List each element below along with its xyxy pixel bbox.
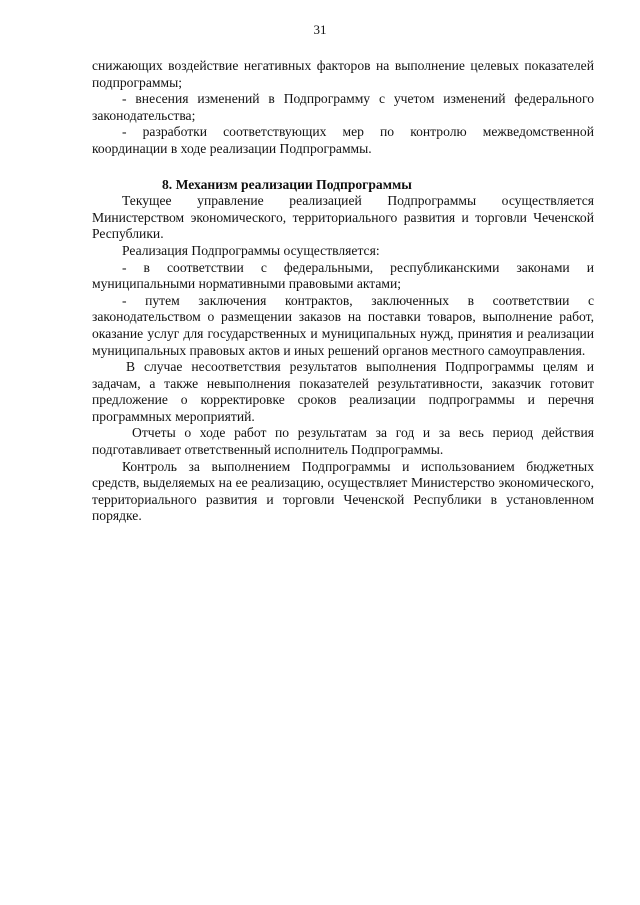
paragraph-control: Контроль за выполнением Подпрограммы и использованием бюджетных средств, выделяемых на ее реализацию, осуществляет Министерство экономического, территориального развития и торговли Чеченской Республики в установленном порядке. xyxy=(92,458,594,524)
list-item-control-measures: - разработки соответствующих мер по контролю межведомственной координации в ходе реализации Подпрограммы. xyxy=(92,124,594,156)
paragraph-implementation-intro: Реализация Подпрограммы осуществляется: xyxy=(122,242,380,258)
paragraph-current-management: Текущее управление реализацией Подпрограммы осуществляется Министерством экономического, территориального развития и торговли Чеченской Республики. xyxy=(92,193,594,242)
list-item-amendments: - внесения изменений в Подпрограмму с учетом изменений федерального законодательства; xyxy=(92,91,594,123)
paragraph-continuation: снижающих воздействие негативных факторов на выполнение целевых показателей подпрограммы; xyxy=(92,58,594,90)
list-item-laws: - в соответствии с федеральными, республиканскими законами и муниципальными нормативными правовыми актами; xyxy=(92,259,594,292)
list-item-contracts: - путем заключения контрактов, заключенных в соответствии с законодательством о размещении заказов на поставки товаров, выполнение работ, оказание услуг для государственных и муниципальных нужд, принятия и реализации муниципальных правовых актов и иных решений органов местного самоуправления. xyxy=(92,292,594,358)
paragraph-reports: Отчеты о ходе работ по результатам за год и за весь период действия подготавливает ответственный исполнитель Подпрограммы. xyxy=(92,425,594,458)
section-heading: 8. Механизм реализации Подпрограммы xyxy=(162,176,412,192)
page-number: 31 xyxy=(313,22,327,37)
document-body xyxy=(92,58,594,525)
paragraph-noncompliance: В случае несоответствия результатов выполнения Подпрограммы целям и задачам, а также невыполнения показателей результативности, заказчик готовит предложение о корректировке сроков реализации подпрограммы и перечня программных мероприятий. xyxy=(92,359,594,424)
